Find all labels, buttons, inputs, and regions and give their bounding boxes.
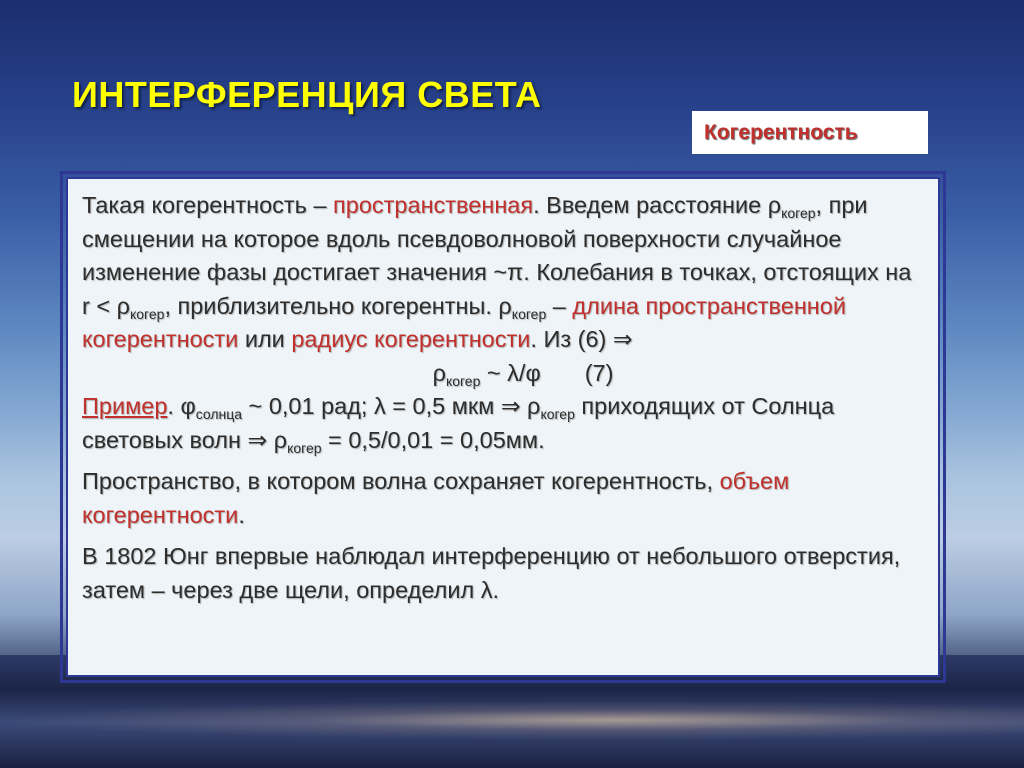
topic-tag: Когерентность: [692, 111, 928, 154]
term-coherence-length: длина пространственной когерентности: [82, 292, 846, 352]
paragraph-example: Пример. $\varphi_{солнца}$ ~ 0,01 рад; λ = 0,5 мкм ⇒ $\rho_{когер}$ приходящих от Солнца световых волн ⇒ $\rho_{когер} = 0,5/0,01 = 0,05мм$.: [82, 393, 835, 456]
paragraph-spatial-coherence: Такая когерентность – пространственная. Введем расстояние $\rho_{когер}$, при смещении на которое вдоль псевдоволновой поверхности случайное изменение фазы достигает значения ~π. Колебания в точках, отстоящих на $r < \rho_{когер}$, приблизительно когерентны. $\rho_{когер}$ – длина пространственной когерентности или радиус когерентности. Из (6) ⇒: [82, 192, 912, 352]
content-panel-body: [66, 177, 940, 677]
term-spatial: пространственная: [333, 192, 534, 218]
content-panel: [60, 171, 946, 683]
formula-number: (7): [584, 359, 614, 386]
paragraph-young: В 1802 Юнг впервые наблюдал интерференцию от небольшого отверстия, затем – через две щели, определил λ.: [82, 543, 901, 603]
term-coherence-radius: радиус когерентности: [291, 326, 531, 352]
sunset-glow: [0, 700, 1024, 740]
paragraph-coherence-volume: Пространство, в котором волна сохраняет когерентность, объем когерентности.: [82, 468, 790, 528]
formula-7: $\rho_{когер}$ ~ λ/φ (7): [82, 357, 924, 391]
slide-title: ИНТЕРФЕРЕНЦИЯ СВЕТА: [72, 74, 542, 115]
example-label: Пример: [82, 393, 168, 419]
term-coherence-volume: объем когерентности: [82, 468, 790, 528]
